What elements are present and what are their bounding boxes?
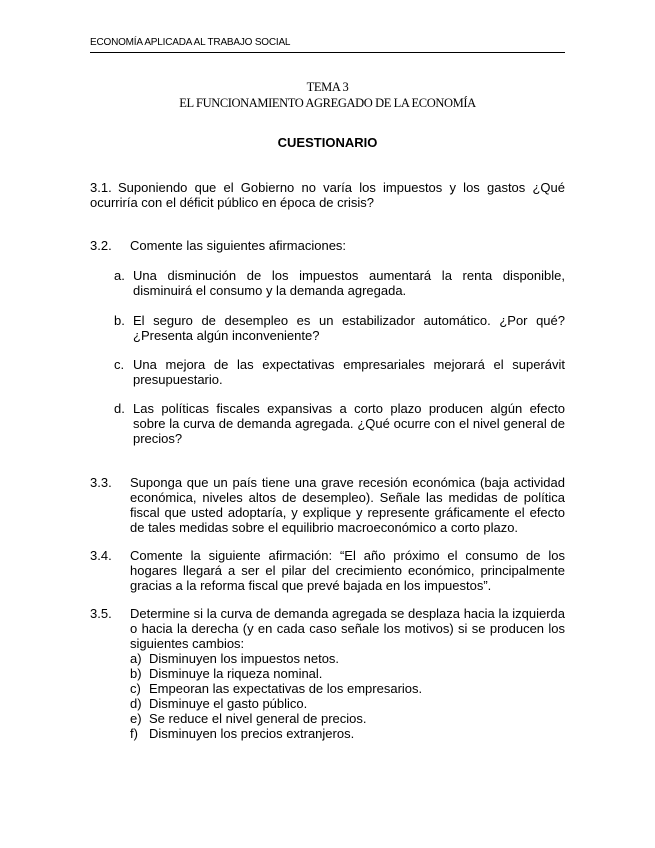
question-number: 3.3. bbox=[90, 475, 112, 490]
item-text: El seguro de desempleo es un estabilizador automático. ¿Por qué? ¿Presenta algún inconveniente? bbox=[133, 313, 565, 343]
item-text: Las políticas fiscales expansivas a corto plazo producen algún efecto sobre la curva de demanda agregada. ¿Qué ocurre con el nivel general de precios? bbox=[133, 401, 565, 446]
item-label: a) bbox=[130, 651, 142, 666]
question-number: 3.5. bbox=[90, 606, 112, 621]
item-label: d) bbox=[130, 696, 142, 711]
question-text: Determine si la curva de demanda agregada se desplaza hacia la izquierda o hacia la derecha (y en cada caso señale los motivos) si se producen los siguientes cambios: bbox=[130, 606, 565, 651]
item-label: c. bbox=[114, 357, 125, 372]
question-text: Suponga que un país tiene una grave recesión económica (baja actividad económica, niveles altos de desempleo). Señale las medidas de política fiscal que usted adoptaría, y explique y represente gráficamente el efecto de tales medidas sobre el equilibrio macroeconómico a corto plazo. bbox=[130, 475, 565, 535]
item-label: f) bbox=[130, 726, 138, 741]
question-number: 3.4. bbox=[90, 548, 112, 563]
item-label: c) bbox=[130, 681, 141, 696]
section-heading: CUESTIONARIO bbox=[277, 135, 378, 150]
item-text: Empeoran las expectativas de los empresarios. bbox=[149, 681, 423, 696]
item-label: b) bbox=[130, 666, 142, 681]
item-text: Una disminución de los impuestos aumentará la renta disponible, disminuirá el consumo y la demanda agregada. bbox=[133, 268, 565, 298]
item-text: Se reduce el nivel general de precios. bbox=[149, 711, 367, 726]
question-text: Comente la siguiente afirmación: “El año próximo el consumo de los hogares llegará a ser el pilar del crecimiento económico, principalmente gracias a la reforma fiscal que prevé bajada en los impuestos”. bbox=[130, 548, 565, 593]
item-label: b. bbox=[114, 313, 125, 328]
item-text: Disminuyen los precios extranjeros. bbox=[149, 726, 355, 741]
question-number: 3.1. bbox=[90, 180, 112, 195]
page-header: ECONOMÍA APLICADA AL TRABAJO SOCIAL bbox=[90, 37, 291, 48]
header-divider bbox=[90, 52, 565, 53]
item-text: Disminuye el gasto público. bbox=[149, 696, 308, 711]
item-text: Una mejora de las expectativas empresariales mejorará el superávit presupuestario. bbox=[133, 357, 565, 387]
item-text: Disminuyen los impuestos netos. bbox=[149, 651, 340, 666]
question-text: Suponiendo que el Gobierno no varía los impuestos y los gastos ¿Qué ocurriría con el déficit público en época de crisis? bbox=[90, 180, 565, 210]
topic-title: TEMA 3 bbox=[306, 80, 349, 94]
item-label: d. bbox=[114, 401, 125, 416]
question-number: 3.2. bbox=[90, 238, 112, 253]
topic-subtitle: EL FUNCIONAMIENTO AGREGADO DE LA ECONOMÍA bbox=[179, 96, 476, 110]
item-label: a. bbox=[114, 268, 125, 283]
item-text: Disminuye la riqueza nominal. bbox=[149, 666, 323, 681]
question-text: Comente las siguientes afirmaciones: bbox=[130, 238, 347, 253]
item-label: e) bbox=[130, 711, 142, 726]
